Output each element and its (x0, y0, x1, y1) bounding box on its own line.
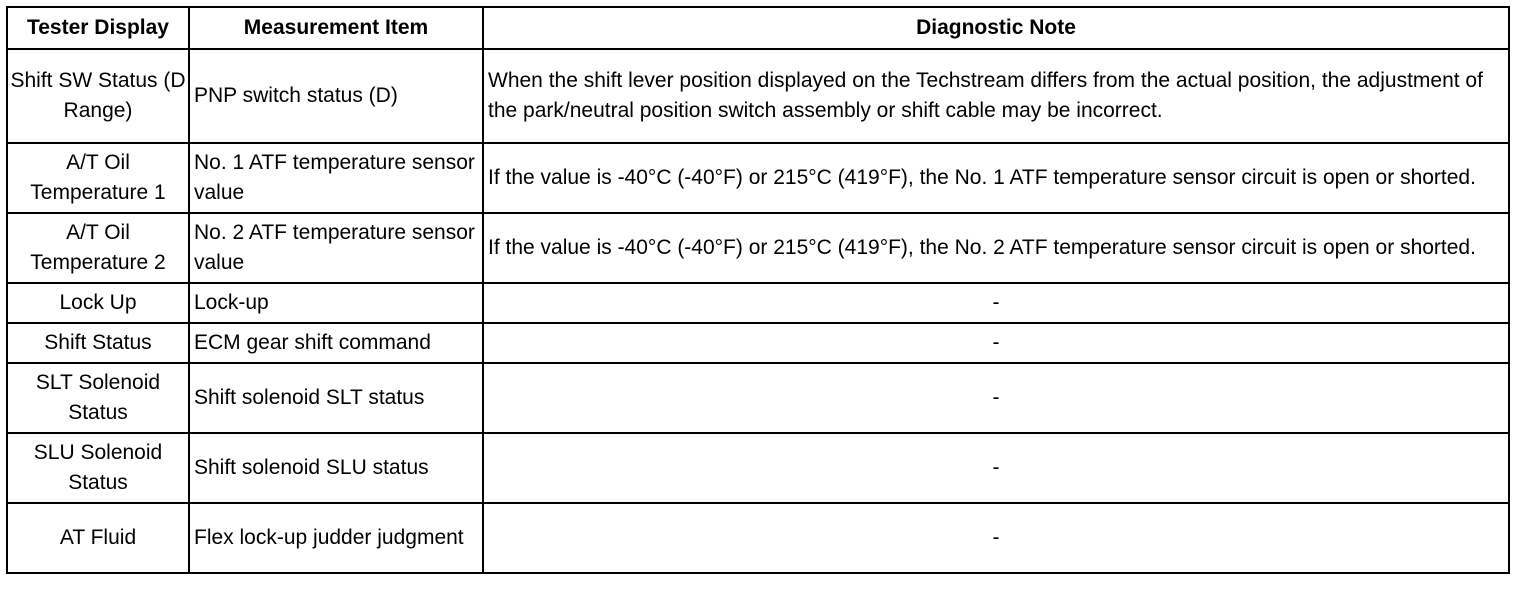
table-row (7, 143, 1509, 213)
header-measurement-item: Measurement Item (189, 7, 483, 49)
cell-tester-display: Lock Up (7, 283, 189, 323)
cell-diagnostic-note: - (483, 323, 1509, 363)
cell-measurement-item: Lock-up (189, 283, 483, 323)
cell-tester-display: A/T Oil Temperature 1 (7, 143, 189, 213)
cell-diagnostic-note: If the value is -40°C (-40°F) or 215°C (419°F), the No. 1 ATF temperature sensor circuit is open or shorted. (483, 143, 1509, 213)
header-tester-display: Tester Display (7, 7, 189, 49)
table-row (7, 213, 1509, 283)
table-row (7, 49, 1509, 143)
table-row (7, 363, 1509, 433)
cell-diagnostic-note: - (483, 503, 1509, 573)
cell-diagnostic-note: - (483, 433, 1509, 503)
cell-diagnostic-note: When the shift lever position displayed on the Techstream differs from the actual position, the adjustment of the park/neutral position switch assembly or shift cable may be incorrect. (483, 49, 1509, 143)
cell-diagnostic-note: - (483, 283, 1509, 323)
cell-measurement-item: Flex lock-up judder judgment (189, 503, 483, 573)
cell-diagnostic-note: - (483, 363, 1509, 433)
cell-diagnostic-note: If the value is -40°C (-40°F) or 215°C (419°F), the No. 2 ATF temperature sensor circuit is open or shorted. (483, 213, 1509, 283)
cell-measurement-item: ECM gear shift command (189, 323, 483, 363)
diagnostic-data-table (6, 6, 1510, 574)
header-diagnostic-note: Diagnostic Note (483, 7, 1509, 49)
table-header-row (7, 7, 1509, 49)
table-row (7, 283, 1509, 323)
cell-tester-display: A/T Oil Temperature 2 (7, 213, 189, 283)
table-row (7, 323, 1509, 363)
cell-measurement-item: Shift solenoid SLU status (189, 433, 483, 503)
cell-tester-display: SLU Solenoid Status (7, 433, 189, 503)
table-row (7, 433, 1509, 503)
cell-measurement-item: PNP switch status (D) (189, 49, 483, 143)
cell-tester-display: AT Fluid (7, 503, 189, 573)
cell-measurement-item: No. 1 ATF temperature sensor value (189, 143, 483, 213)
table-row (7, 503, 1509, 573)
cell-measurement-item: No. 2 ATF temperature sensor value (189, 213, 483, 283)
cell-tester-display: Shift Status (7, 323, 189, 363)
cell-tester-display: SLT Solenoid Status (7, 363, 189, 433)
cell-measurement-item: Shift solenoid SLT status (189, 363, 483, 433)
cell-tester-display: Shift SW Status (D Range) (7, 49, 189, 143)
